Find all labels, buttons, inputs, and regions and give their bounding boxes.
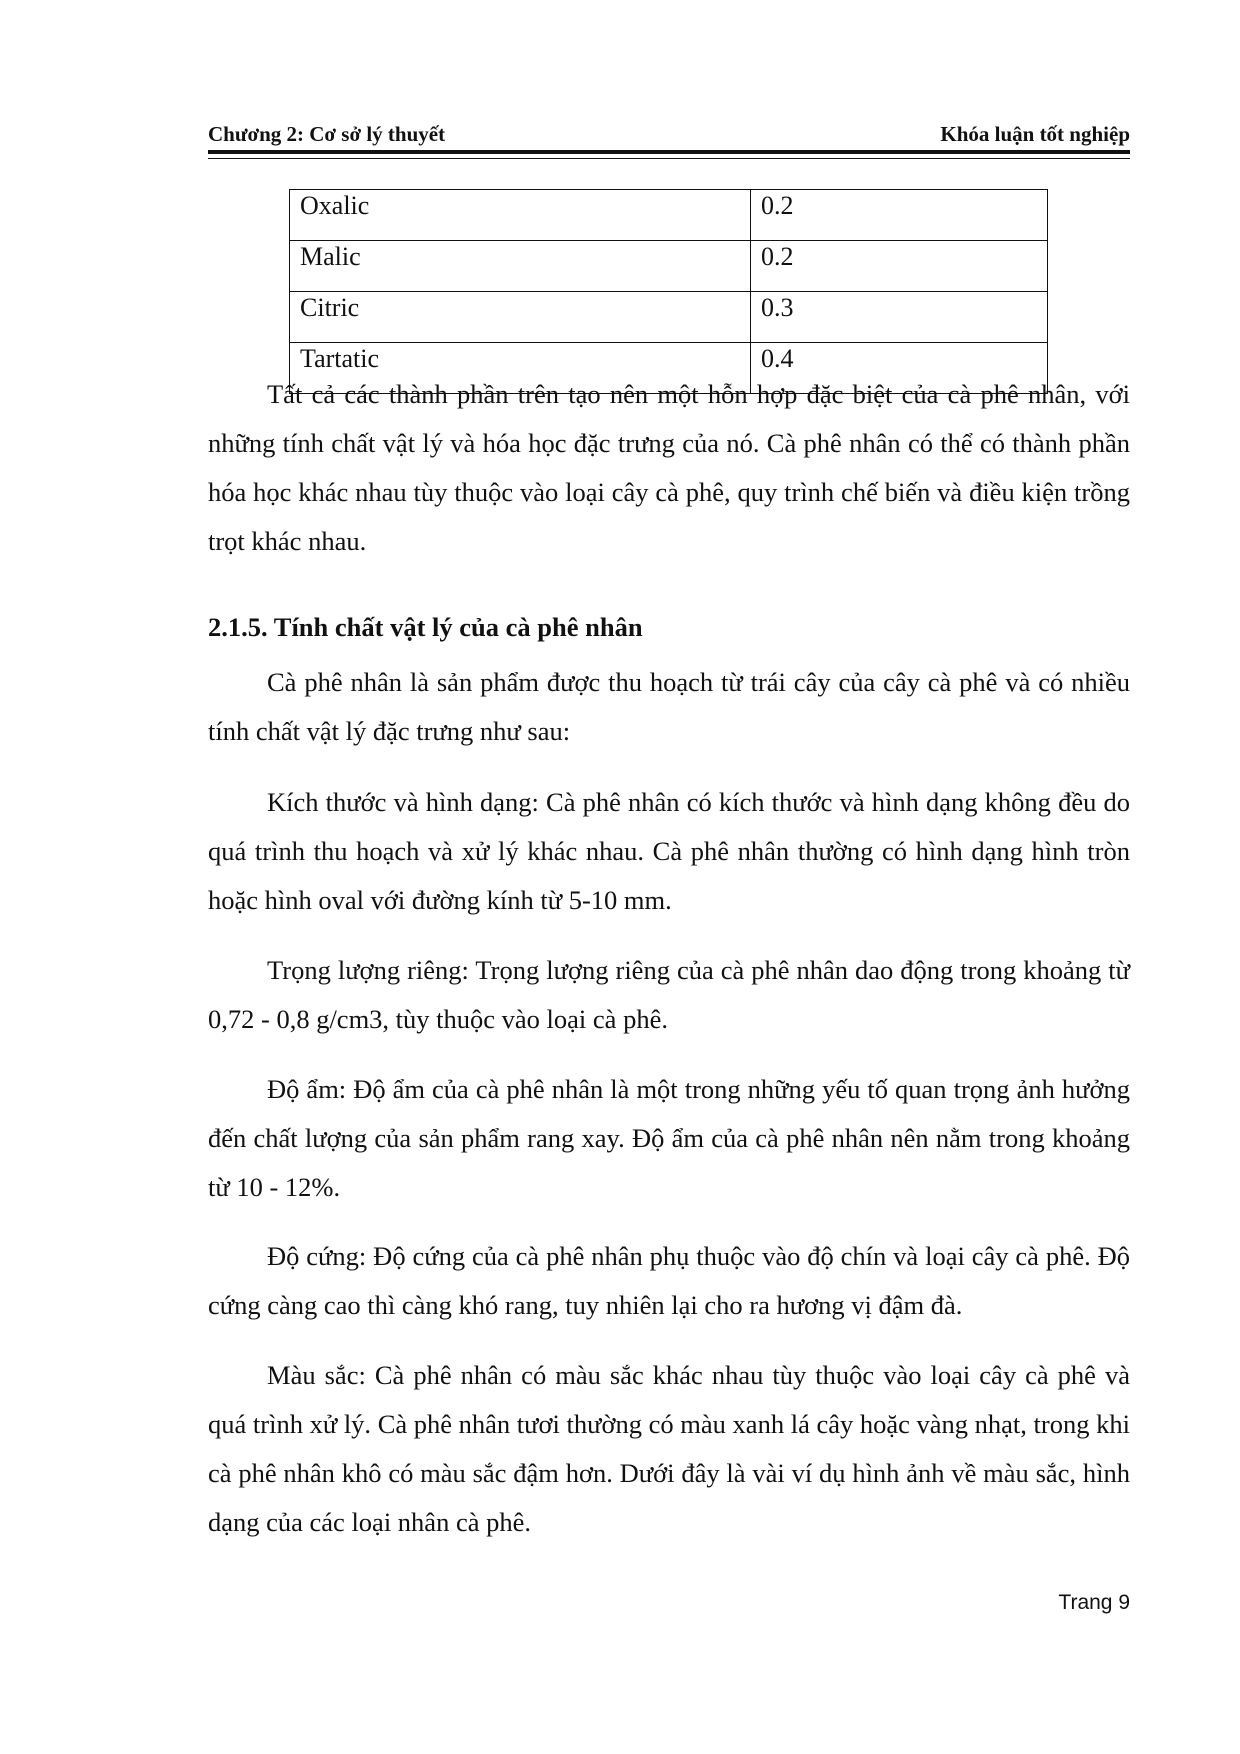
paragraph-color: Màu sắc: Cà phê nhân có màu sắc khác nhau tùy thuộc vào loại cây cà phê và quá trình xử lý. Cà phê nhân tươi thường có màu xanh lá cây hoặc vàng nhạt, trong khi cà phê nhân khô có màu sắc đậm hơn. Dưới đây là vài ví dụ hình ảnh về màu sắc, hình dạng của các loại nhân cà phê. [208,1360,1130,1537]
header-rule-thin [208,158,1130,159]
page-header [208,118,1130,152]
section-heading: 2.1.5. Tính chất vật lý của cà phê nhân [208,612,643,642]
paragraph-moisture: Độ ẩm: Độ ẩm của cà phê nhân là một trong những yếu tố quan trọng ảnh hưởng đến chất lượng của sản phẩm rang xay. Độ ẩm của cà phê nhân nên nằm trong khoảng từ 10 - 12%. [208,1074,1130,1202]
paragraph-hardness: Độ cứng: Độ cứng của cà phê nhân phụ thuộc vào độ chín và loại cây cà phê. Độ cứng càng cao thì càng khó rang, tuy nhiên lại cho ra hương vị đậm đà. [208,1241,1130,1320]
paragraph-composition-summary: Tất cả các thành phần trên tạo nên một hỗn hợp đặc biệt của cà phê nhân, với những tính chất vật lý và hóa học đặc trưng của nó. Cà phê nhân có thể có thành phần hóa học khác nhau tùy thuộc vào loại cây cà phê, quy trình chế biến và điều kiện trồng trọt khác nhau. [208,379,1130,556]
table-row [290,292,1048,343]
table-cell-name: Malic [290,241,751,292]
table-cell-value: 0.2 [751,241,1048,292]
table-cell-name: Oxalic [290,190,751,241]
paragraph-size-shape: Kích thước và hình dạng: Cà phê nhân có kích thước và hình dạng không đều do quá trình thu hoạch và xử lý khác nhau. Cà phê nhân thường có hình dạng hình tròn hoặc hình oval với đường kính từ 5-10 mm. [208,787,1130,915]
thesis-title: Khóa luận tốt nghiệp [940,122,1130,146]
paragraph-physical-intro: Cà phê nhân là sản phẩm được thu hoạch từ trái cây của cây cà phê và có nhiều tính chất vật lý đặc trưng như sau: [208,667,1130,746]
page-number: Trang 9 [1058,1591,1130,1614]
paragraph-specific-weight: Trọng lượng riêng: Trọng lượng riêng của cà phê nhân dao động trong khoảng từ 0,72 - 0,8 g/cm3, tùy thuộc vào loại cà phê. [208,955,1130,1034]
table-row [290,190,1048,241]
acid-table [289,189,1048,394]
header-rule-thick [208,150,1130,154]
chapter-title: Chương 2: Cơ sở lý thuyết [208,122,446,146]
table-cell-name: Citric [290,292,751,343]
table-cell-value: 0.3 [751,292,1048,343]
table-row [290,241,1048,292]
table-cell-name: Tartatic [290,343,751,394]
table-cell-value: 0.2 [751,190,1048,241]
table-cell-value: 0.4 [751,343,1048,394]
